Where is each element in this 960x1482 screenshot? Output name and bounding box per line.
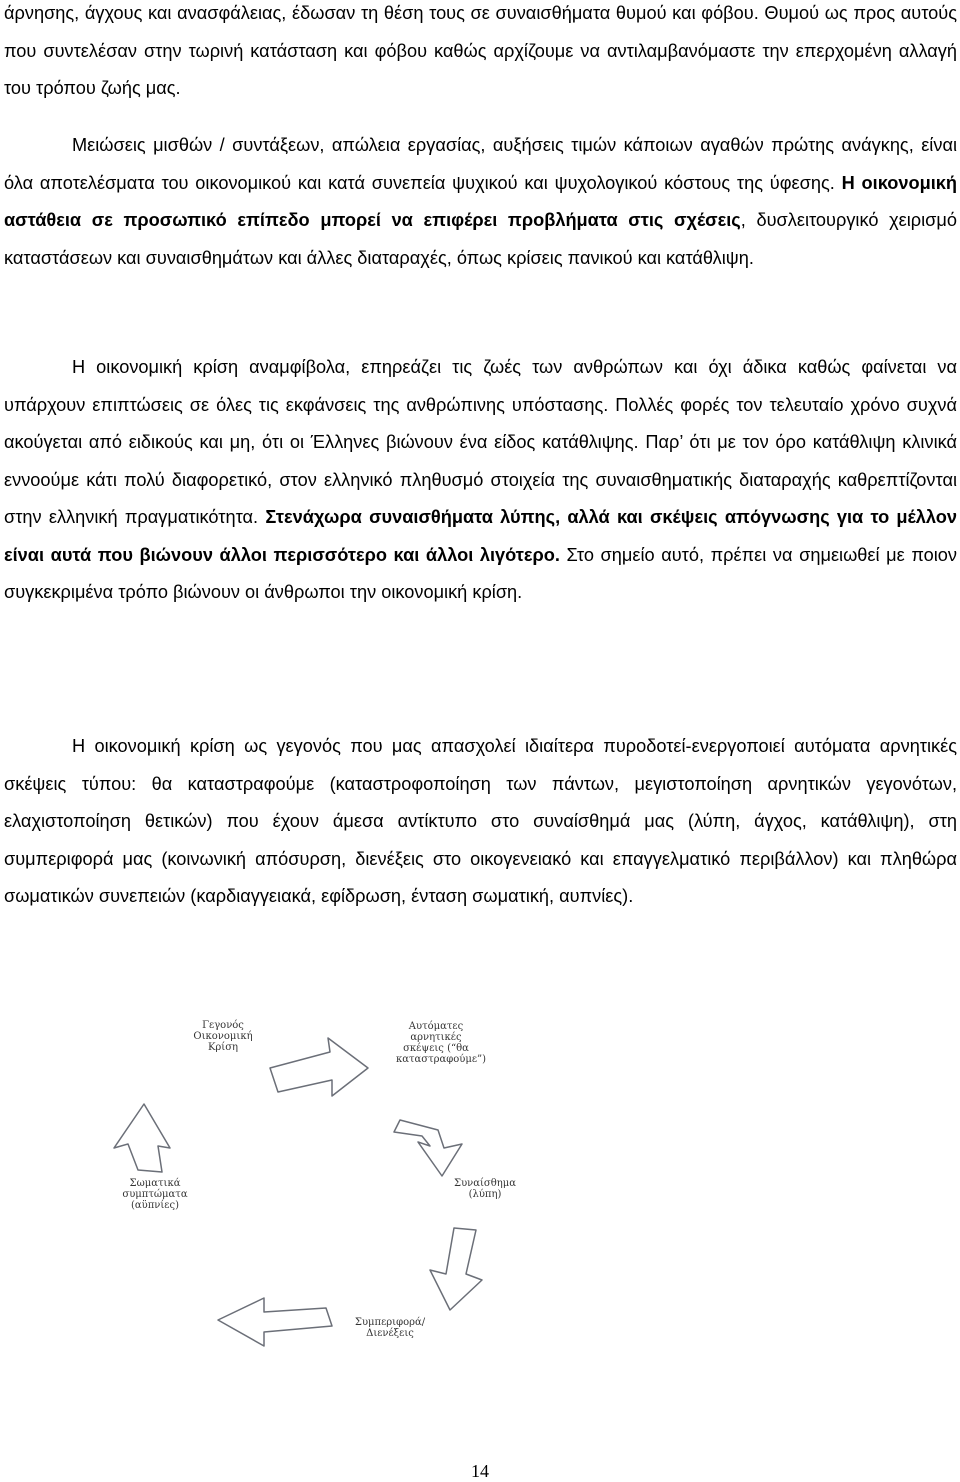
page-number: 14 bbox=[471, 1461, 489, 1481]
paragraph-3-body bbox=[4, 349, 957, 612]
diagram-label-event: Γεγονός Οικονομική Κρίση bbox=[193, 1020, 253, 1053]
cycle-diagram bbox=[100, 980, 520, 1370]
paragraph-2 bbox=[4, 127, 957, 277]
diagram-label-behavior: Συμπεριφορά/ Διενέξεις bbox=[354, 1317, 426, 1339]
diagram-label-somatic: Σωματικά συμπτώματα (αϋπνίες) bbox=[122, 1178, 188, 1211]
paragraph-3-bold: Στενάχωρα συναισθήματα λύπης, αλλά και σκέψεις απόγνωσης για το μέλλον είναι αυτά που βιώνουν άλλοι περισσότερο και άλλοι λιγότερο. bbox=[4, 507, 957, 565]
paragraph-4 bbox=[4, 728, 957, 916]
diagram-label-emotion: Συναίσθημα (λύπη) bbox=[454, 1178, 516, 1200]
cycle-arrow-1 bbox=[270, 1038, 368, 1096]
paragraph-4-body bbox=[4, 728, 957, 916]
cycle-arrow-2 bbox=[394, 1120, 462, 1176]
cycle-arrow-3 bbox=[430, 1228, 482, 1310]
diagram-label-thoughts: Αυτόματες αρνητικές σκέψεις (“θα καταστραφούμε”) bbox=[396, 1021, 487, 1065]
paragraph-4-text: Η οικονομική κρίση ως γεγονός που μας απασχολεί ιδιαίτερα πυροδοτεί-ενεργοποιεί αυτόματα αρνητικές σκέψεις τύπου: θα καταστραφούμε (καταστροφοποίηση των πάντων, μεγιστοποίηση αρνητικών γεγονότων, ελαχιστοποίηση θετικών) που έχουν άμεσα αντίκτυπο στο συναίσθημά μας (λύπη, άγχος, κατάθλιψη), στη συμπεριφορά μας (κοινωνική απόσυρση, διενέξεις στο οικογενειακό και επαγγελματικό περιβάλλον) και πληθώρα σωματικών συνεπειών (καρδιαγγειακά, εφίδρωση, ένταση σωματική, αυπνίες). bbox=[4, 736, 957, 906]
paragraph-2-text-2: , δυσλειτουργικό χειρισμό καταστάσεων και συναισθημάτων και άλλες διαταραχές, όπως κρίσεις πανικού και κατάθλιψη. bbox=[4, 210, 957, 268]
paragraph-2-body bbox=[4, 127, 957, 277]
paragraph-3-text-1: Η οικονομική κρίση αναμφίβολα, επηρεάζει τις ζωές των ανθρώπων και όχι άδικα καθώς φαίνεται να υπάρχουν επιπτώσεις σε όλες τις εκφάνσεις της ανθρώπινης υπόστασης. Πολλές φορές τον τελευταίο χρόνο συχνά ακούγεται από ειδικούς και μη, ότι οι Έλληνες βιώνουν ένα είδος κατάθλιψης. Παρ’ ότι με τον όρο κατάθλιψη κλινικά εννοούμε κάτι πολύ διαφορετικό, στον ελληνικό πληθυσμό στοιχεία της συναισθηματικής διαταραχής καθρεπτίζονται στην ελληνική πραγματικότητα. bbox=[4, 357, 957, 527]
paragraph-3-text-2: Στο σημείο αυτό, πρέπει να σημειωθεί με ποιον συγκεκριμένα τρόπο βιώνουν οι άνθρωποι την οικονομική κρίση. bbox=[4, 544, 957, 602]
paragraph-3 bbox=[4, 349, 957, 612]
paragraph-1 bbox=[4, 0, 957, 108]
cycle-arrow-4 bbox=[218, 1298, 332, 1346]
paragraph-1-text: άρνησης, άγχους και ανασφάλειας, έδωσαν τη θέση τους σε συναισθήματα θυμού και φόβου. Θυμού ως προς αυτούς που συντελέσαν στην τωρινή κατάσταση και φόβου καθώς αρχίζουμε να αντιλαμβανόμαστε την επερχομένη αλλαγή του τρόπου ζωής μας. bbox=[4, 3, 957, 98]
paragraph-2-bold: Η οικονομική αστάθεια σε προσωπικό επίπεδο μπορεί να επιφέρει προβλήματα στις σχέσεις bbox=[4, 172, 957, 230]
paragraph-2-text-1: Μειώσεις μισθών / συντάξεων, απώλεια εργασίας, αυξήσεις τιμών κάποιων αγαθών πρώτης ανάγκης, είναι όλα αποτελέσματα του οικονομικού και κατά συνεπεία ψυχικού και ψυχολογικού κόστους της ύφεσης. bbox=[4, 135, 957, 193]
cycle-arrow-5 bbox=[114, 1104, 170, 1172]
